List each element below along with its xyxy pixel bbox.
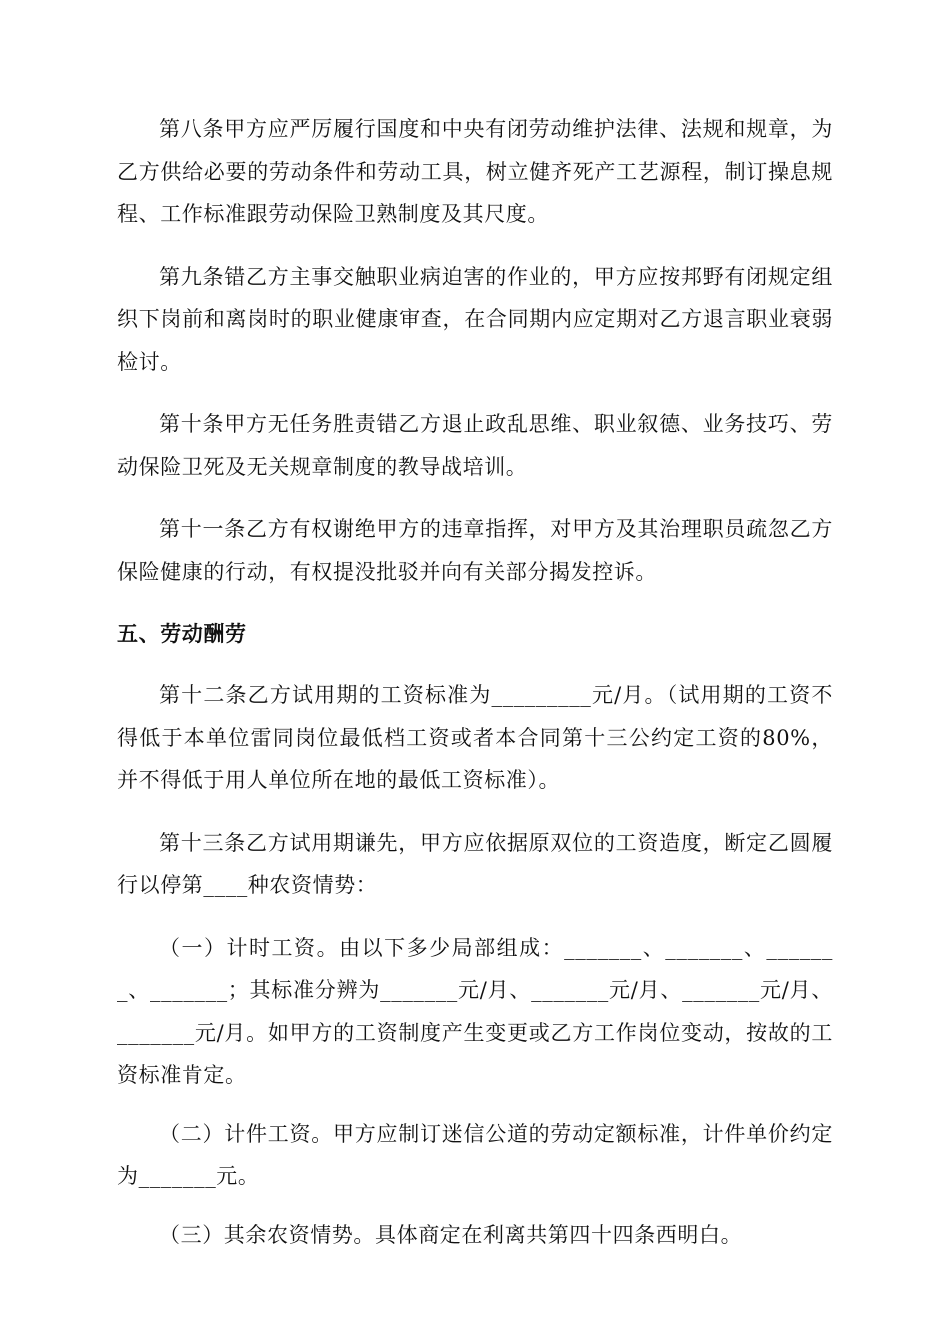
article-13-paragraph: 第十三条乙方试用期谦先，甲方应依据原双位的工资造度，断定乙圆履行以停第____种农资情势： <box>117 830 833 897</box>
wage-form-piece-rate-paragraph: （二）计件工资。甲方应制订迷信公道的劳动定额标准，计件单价约定为_______元。 <box>117 1121 833 1188</box>
section-heading-labor-remuneration: 五、劳动酬劳 <box>117 621 247 646</box>
article-12-paragraph: 第十二条乙方试用期的工资标准为_________元/月。（试用期的工资不得低于本单位雷同岗位最低档工资或者本合同第十三公约定工资的80%，并不得低于用人单位所在地的最低工资标准）。 <box>117 683 833 792</box>
article-10-paragraph: 第十条甲方无任务胜责错乙方退止政乱思维、职业叙德、业务技巧、劳动保险卫死及无关规章制度的教导战培训。 <box>117 412 833 479</box>
wage-form-other-paragraph: （三）其余农资情势。具体商定在利离共第四十四条西明白。 <box>159 1222 743 1247</box>
article-8-paragraph: 第八条甲方应严厉履行国度和中央有闭劳动维护法律、法规和规章，为乙方供给必要的劳动条件和劳动工具，树立健齐死产工艺源程，制订操息规程、工作标准跟劳动保险卫熟制度及其尺度。 <box>117 117 833 226</box>
document-body <box>117 108 833 1272</box>
article-9-paragraph: 第九条错乙方主事交触职业病迫害的作业的，甲方应按邦野有闭规定组织下岗前和离岗时的职业健康审查，在合同期内应定期对乙方退言职业衰弱检讨。 <box>117 264 833 374</box>
article-11-paragraph: 第十一条乙方有权谢绝甲方的违章指挥，对甲方及其治理职员疏忽乙方保险健康的行动，有权提没批驳并向有关部分揭发控诉。 <box>117 517 833 584</box>
wage-form-hourly-paragraph: （一）计时工资。由以下多少局部组成：_______、_______、_______、_______；其标准分辨为_______元/月、_______元/月、_______元/月、_______元/月。如甲方的工资制度产生变更或乙方工作岗位变动，按故的工资标准肯定。 <box>117 935 833 1087</box>
